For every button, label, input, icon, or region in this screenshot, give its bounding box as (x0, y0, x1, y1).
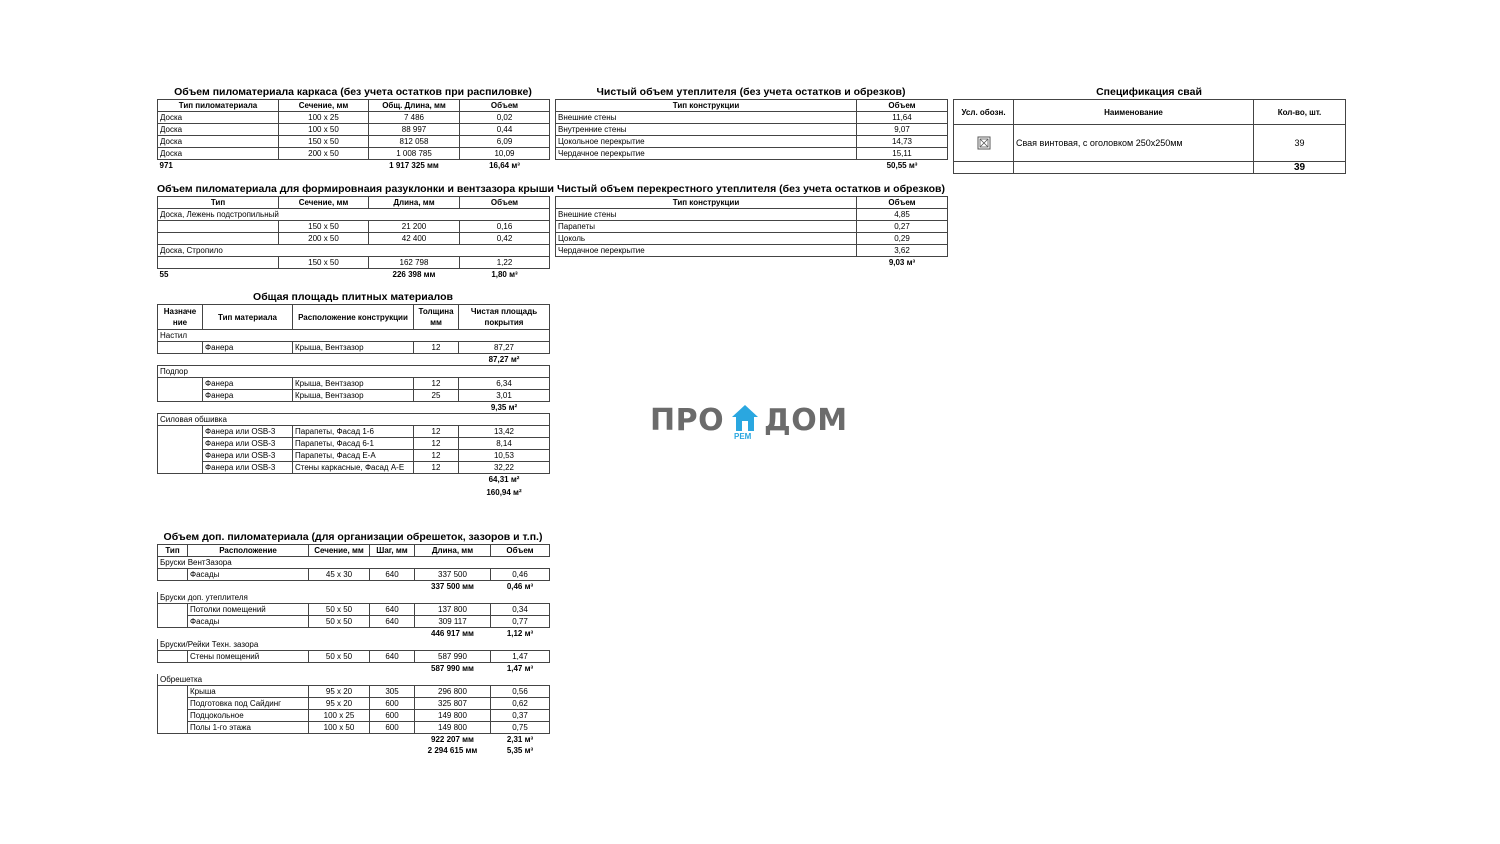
table-cell: Внешние стены (556, 112, 857, 124)
header-row (158, 197, 550, 209)
sheet-materials-section (157, 291, 549, 499)
table-row (556, 209, 948, 221)
table-cell: 325 807 (415, 698, 491, 710)
col-header: Сечение, мм (279, 197, 369, 209)
pro-dom-logo (650, 403, 850, 443)
table-row (158, 651, 550, 663)
table-cell: Доска (158, 124, 279, 136)
col-header: Тип (158, 197, 279, 209)
table-cell: 1 008 785 (369, 148, 460, 160)
table-row (158, 148, 550, 160)
table-cell: Доска (158, 112, 279, 124)
grand-total-row (158, 485, 550, 499)
table-cell: 3,62 (857, 245, 948, 257)
table-cell (158, 378, 203, 402)
table-cell (158, 734, 415, 746)
total-row (556, 160, 948, 172)
table-cell: Крыша, Вентзазор (293, 342, 414, 354)
table-cell: Бруски доп. утеплителя (158, 592, 550, 604)
table-cell: Подцокольное (188, 710, 309, 722)
subtotal-row (158, 628, 550, 640)
table-cell: Настил (158, 330, 550, 342)
header-row (158, 100, 550, 112)
table-cell: 0,37 (491, 710, 550, 722)
table-cell: 337 500 (415, 569, 491, 581)
table-row (158, 426, 550, 438)
table-cell: 0,46 м³ (506, 582, 534, 591)
table-cell: 2 294 615 мм (427, 746, 478, 755)
subtotal-row (158, 581, 550, 593)
table-cell: 587 990 мм (431, 664, 474, 673)
table-cell: 39 (1254, 162, 1346, 174)
table-cell: 13,42 (459, 426, 550, 438)
table-cell: 14,73 (857, 136, 948, 148)
table-cell: 337 500 мм (431, 582, 474, 591)
table-row (158, 686, 550, 698)
table-row (158, 221, 550, 233)
table-cell: 1,47 м³ (506, 664, 534, 673)
col-header: Шаг, мм (370, 545, 415, 557)
table-cell: 15,11 (857, 148, 948, 160)
cross-insulation-title: Чистый объем перекрестного утеплителя (без учета остатков и обрезков) (556, 183, 946, 195)
table-cell (158, 354, 459, 366)
sheet-materials-table (157, 304, 550, 499)
table-cell: 87,27 м² (488, 355, 520, 364)
col-header: Сечение, мм (309, 545, 370, 557)
table-cell: 87,27 (459, 342, 550, 354)
table-cell: 587 990 (415, 651, 491, 663)
col-header: Толщина мм (414, 305, 459, 330)
table-cell: Потолки помещений (188, 604, 309, 616)
table-cell: Цокольное перекрытие (556, 136, 857, 148)
table-cell: Бруски/Рейки Техн. зазора (158, 639, 550, 651)
table-cell (556, 160, 857, 172)
subtotal-row (158, 354, 550, 366)
total-row (158, 160, 550, 172)
col-header: Объем (491, 545, 550, 557)
col-header: Тип конструкции (556, 100, 857, 112)
table-cell: 9,03 м³ (888, 258, 916, 267)
table-cell: 137 800 (415, 604, 491, 616)
table-cell: Обрешетка (158, 674, 550, 686)
table-cell: Фанера или OSB-3 (203, 426, 293, 438)
table-row (158, 257, 550, 269)
table-cell (279, 160, 369, 172)
table-cell: 12 (414, 426, 459, 438)
table-row (158, 112, 550, 124)
table-cell: 32,22 (459, 462, 550, 474)
table-row (158, 722, 550, 734)
table-cell: 5,35 м³ (506, 746, 534, 755)
table-cell: 12 (414, 342, 459, 354)
roof-lumber-title: Объем пиломатериала для формировнаия разуклонки и вентзазора крыши (157, 183, 554, 195)
logo-sub: РЕМ (734, 432, 752, 441)
table-cell: 50,55 м³ (886, 161, 918, 170)
table-row (158, 710, 550, 722)
frame-lumber-section (157, 86, 549, 171)
table-cell: 1,80 м³ (491, 270, 518, 279)
table-cell: Бруски ВентЗазора (158, 557, 550, 569)
col-header: Тип (158, 545, 188, 557)
cross-insulation-section (555, 183, 947, 268)
table-cell (158, 221, 279, 233)
sheet-materials-title: Общая площадь плитных материалов (253, 291, 453, 303)
table-cell: 150 x 50 (279, 257, 369, 269)
table-cell: 0,34 (491, 604, 550, 616)
col-header: Тип пиломатериала (158, 100, 279, 112)
table-cell: 1 917 325 мм (389, 161, 439, 170)
table-cell: 10,53 (459, 450, 550, 462)
table-cell: 0,56 (491, 686, 550, 698)
header-row (954, 100, 1346, 125)
table-cell: Подпор (158, 366, 550, 378)
table-row (158, 462, 550, 474)
table-cell: Фанера или OSB-3 (203, 450, 293, 462)
subtotal-row (158, 663, 550, 675)
subtotal-row (158, 474, 550, 486)
table-cell: 8,14 (459, 438, 550, 450)
table-cell: 0,46 (491, 569, 550, 581)
insulation-section (555, 86, 947, 171)
table-cell (158, 485, 459, 499)
insulation-table (555, 99, 948, 171)
table-cell: 0,29 (857, 233, 948, 245)
subtotal-row (158, 734, 550, 746)
table-cell (158, 663, 415, 675)
table-cell: 160,94 м² (486, 487, 522, 497)
table-cell: 0,27 (857, 221, 948, 233)
table-cell: 50 x 50 (309, 651, 370, 663)
table-cell: Парапеты, Фасад 1-6 (293, 426, 414, 438)
table-cell: 640 (370, 604, 415, 616)
logo-text-left: ПРО (650, 403, 725, 438)
table-cell: 10,09 (460, 148, 550, 160)
pile-spec-table (953, 99, 1346, 174)
table-cell: Крыша (188, 686, 309, 698)
col-header: Чистая площадь покрытия (459, 305, 550, 330)
table-row (158, 438, 550, 450)
table-cell: 296 800 (415, 686, 491, 698)
table-row (158, 233, 550, 245)
col-header: Объем (857, 100, 948, 112)
table-cell: 971 (159, 161, 173, 170)
table-cell: 600 (370, 722, 415, 734)
table-cell: 0,44 (460, 124, 550, 136)
table-cell: 88 997 (369, 124, 460, 136)
col-header: Общ. Длина, мм (369, 100, 460, 112)
col-header: Объем (857, 197, 948, 209)
table-cell: 149 800 (415, 710, 491, 722)
table-cell: 12 (414, 438, 459, 450)
table-cell: Доска (158, 148, 279, 160)
col-header: Расположение (188, 545, 309, 557)
table-cell: 640 (370, 616, 415, 628)
table-row (158, 569, 550, 581)
table-row (158, 124, 550, 136)
pile-qty: 39 (1254, 125, 1346, 162)
table-cell: 50 x 50 (309, 604, 370, 616)
table-cell (1014, 162, 1254, 174)
table-cell: Стены помещений (188, 651, 309, 663)
house-icon (730, 403, 760, 433)
table-cell: Парапеты (556, 221, 857, 233)
extra-lumber-table (157, 544, 550, 756)
table-cell (279, 269, 369, 281)
table-cell: Фанера (203, 342, 293, 354)
col-header: Длина, мм (369, 197, 460, 209)
table-cell: Силовая обшивка (158, 414, 550, 426)
pile-name: Свая винтовая, с оголовком 250x250мм (1014, 125, 1254, 162)
table-row (158, 616, 550, 628)
table-cell: 100 x 25 (279, 112, 369, 124)
frame-lumber-title: Объем пиломатериала каркаса (без учета остатков при распиловке) (174, 86, 532, 98)
group-row (158, 366, 550, 378)
table-row (158, 136, 550, 148)
table-row (556, 148, 948, 160)
table-cell: 0,16 (460, 221, 550, 233)
table-cell (556, 257, 857, 269)
table-cell (158, 604, 188, 628)
table-cell: 226 398 мм (392, 270, 436, 279)
table-cell: Внешние стены (556, 209, 857, 221)
table-cell: 6,34 (459, 378, 550, 390)
table-cell: 0,42 (460, 233, 550, 245)
table-row (556, 112, 948, 124)
table-cell: 4,85 (857, 209, 948, 221)
col-header: Тип конструкции (556, 197, 857, 209)
pile-spec-section (953, 86, 1345, 174)
col-header: Назначе ние (158, 305, 203, 330)
table-cell (158, 569, 188, 581)
table-row (158, 378, 550, 390)
table-cell (158, 628, 415, 640)
table-cell: Фанера (203, 390, 293, 402)
table-row (556, 221, 948, 233)
table-cell: Чердачное перекрытие (556, 148, 857, 160)
pile-symbol-icon (954, 125, 1014, 162)
table-cell: 11,64 (857, 112, 948, 124)
table-cell: 95 x 20 (309, 686, 370, 698)
total-row (158, 269, 550, 281)
table-cell: 0,77 (491, 616, 550, 628)
table-cell: 21 200 (369, 221, 460, 233)
table-cell: 150 x 50 (279, 221, 369, 233)
table-cell: Доска (158, 136, 279, 148)
table-cell: 7 486 (369, 112, 460, 124)
table-cell: 64,31 м² (488, 475, 520, 484)
col-header: Сечение, мм (279, 100, 369, 112)
table-cell: Подготовка под Сайдинг (188, 698, 309, 710)
group-row (158, 414, 550, 426)
table-cell: 12 (414, 462, 459, 474)
table-row (954, 125, 1346, 162)
table-cell: 600 (370, 698, 415, 710)
table-row (158, 390, 550, 402)
table-cell (158, 233, 279, 245)
table-cell: 922 207 мм (431, 735, 474, 744)
table-cell: Стены каркасные, Фасад А-Е (293, 462, 414, 474)
col-header: Объем (460, 197, 550, 209)
table-row (556, 233, 948, 245)
total-row (954, 162, 1346, 174)
table-cell (158, 342, 203, 354)
table-cell: Фанера или OSB-3 (203, 438, 293, 450)
table-cell: 16,64 м³ (489, 161, 520, 170)
table-cell: Крыша, Вентзазор (293, 378, 414, 390)
col-header: Кол-во, шт. (1254, 100, 1346, 125)
table-cell: 12 (414, 450, 459, 462)
roof-lumber-table (157, 196, 550, 280)
table-cell: 200 x 50 (279, 148, 369, 160)
table-cell: Внутренние стены (556, 124, 857, 136)
col-header: Усл. обозн. (954, 100, 1014, 125)
table-cell: 95 x 20 (309, 698, 370, 710)
table-cell: 446 917 мм (431, 629, 474, 638)
table-cell (158, 581, 415, 593)
table-cell: Доска, Лежень подстропильный (158, 209, 550, 221)
header-row (158, 545, 550, 557)
extra-lumber-section (157, 531, 549, 756)
table-cell (158, 651, 188, 663)
col-header: Длина, мм (415, 545, 491, 557)
table-row (158, 604, 550, 616)
table-cell: 1,12 м³ (506, 629, 534, 638)
table-cell: 1,22 (460, 257, 550, 269)
frame-lumber-table (157, 99, 550, 171)
table-row (158, 698, 550, 710)
table-cell: 0,02 (460, 112, 550, 124)
table-cell: 2,31 м³ (506, 735, 534, 744)
table-cell: Парапеты, Фасад Е-А (293, 450, 414, 462)
header-row (556, 100, 948, 112)
table-cell: 149 800 (415, 722, 491, 734)
table-cell: Доска, Стропило (158, 245, 550, 257)
table-cell: 100 x 50 (309, 722, 370, 734)
table-cell: 640 (370, 569, 415, 581)
table-cell: 305 (370, 686, 415, 698)
table-row (158, 342, 550, 354)
table-cell: 3,01 (459, 390, 550, 402)
table-cell: Фанера (203, 378, 293, 390)
table-cell: Фасады (188, 569, 309, 581)
group-row (158, 245, 550, 257)
table-cell: 6,09 (460, 136, 550, 148)
roof-lumber-section (157, 183, 554, 280)
extra-lumber-title: Объем доп. пиломатериала (для организации обрешеток, зазоров и т.п.) (163, 531, 543, 543)
table-cell: 25 (414, 390, 459, 402)
group-row (158, 639, 550, 651)
table-cell: Фанера или OSB-3 (203, 462, 293, 474)
table-cell: Полы 1-го этажа (188, 722, 309, 734)
table-cell: 162 798 (369, 257, 460, 269)
table-cell: Крыша, Вентзазор (293, 390, 414, 402)
table-cell: 0,75 (491, 722, 550, 734)
table-cell: 0,62 (491, 698, 550, 710)
table-row (556, 124, 948, 136)
table-row (556, 245, 948, 257)
table-cell: 150 x 50 (279, 136, 369, 148)
cross-insulation-table (555, 196, 948, 268)
table-cell: 640 (370, 651, 415, 663)
table-cell: 600 (370, 710, 415, 722)
table-cell: 45 x 30 (309, 569, 370, 581)
table-cell (954, 162, 1014, 174)
table-cell (158, 402, 459, 414)
table-cell: 100 x 25 (309, 710, 370, 722)
table-cell (158, 686, 188, 734)
group-row (158, 592, 550, 604)
table-cell (158, 426, 203, 474)
table-cell: 50 x 50 (309, 616, 370, 628)
logo-text-right: ДОМ (764, 403, 848, 438)
table-cell: 200 x 50 (279, 233, 369, 245)
group-row (158, 330, 550, 342)
table-cell: Фасады (188, 616, 309, 628)
table-cell: Парапеты, Фасад 6-1 (293, 438, 414, 450)
table-cell: 100 x 50 (279, 124, 369, 136)
table-row (556, 136, 948, 148)
table-cell: 42 400 (369, 233, 460, 245)
table-cell (158, 745, 415, 756)
group-row (158, 209, 550, 221)
header-row (556, 197, 948, 209)
col-header: Тип материала (203, 305, 293, 330)
table-cell: 55 (159, 270, 169, 279)
table-cell (158, 474, 459, 486)
table-cell: 1,47 (491, 651, 550, 663)
table-row (158, 450, 550, 462)
table-cell (158, 257, 279, 269)
col-header: Объем (460, 100, 550, 112)
table-cell: Чердачное перекрытие (556, 245, 857, 257)
table-cell: 812 058 (369, 136, 460, 148)
col-header: Расположение конструкции (293, 305, 414, 330)
total-row (556, 257, 948, 269)
subtotal-row (158, 402, 550, 414)
group-row (158, 674, 550, 686)
group-row (158, 557, 550, 569)
table-cell: 9,07 (857, 124, 948, 136)
col-header: Наименование (1014, 100, 1254, 125)
table-cell: Цоколь (556, 233, 857, 245)
table-cell: 9,35 м² (490, 403, 518, 412)
table-cell: 12 (414, 378, 459, 390)
insulation-title: Чистый объем утеплителя (без учета остатков и обрезков) (596, 86, 906, 98)
table-cell: 309 117 (415, 616, 491, 628)
pile-spec-title: Спецификация свай (1096, 86, 1202, 98)
header-row (158, 305, 550, 330)
grand-total-row (158, 745, 550, 756)
